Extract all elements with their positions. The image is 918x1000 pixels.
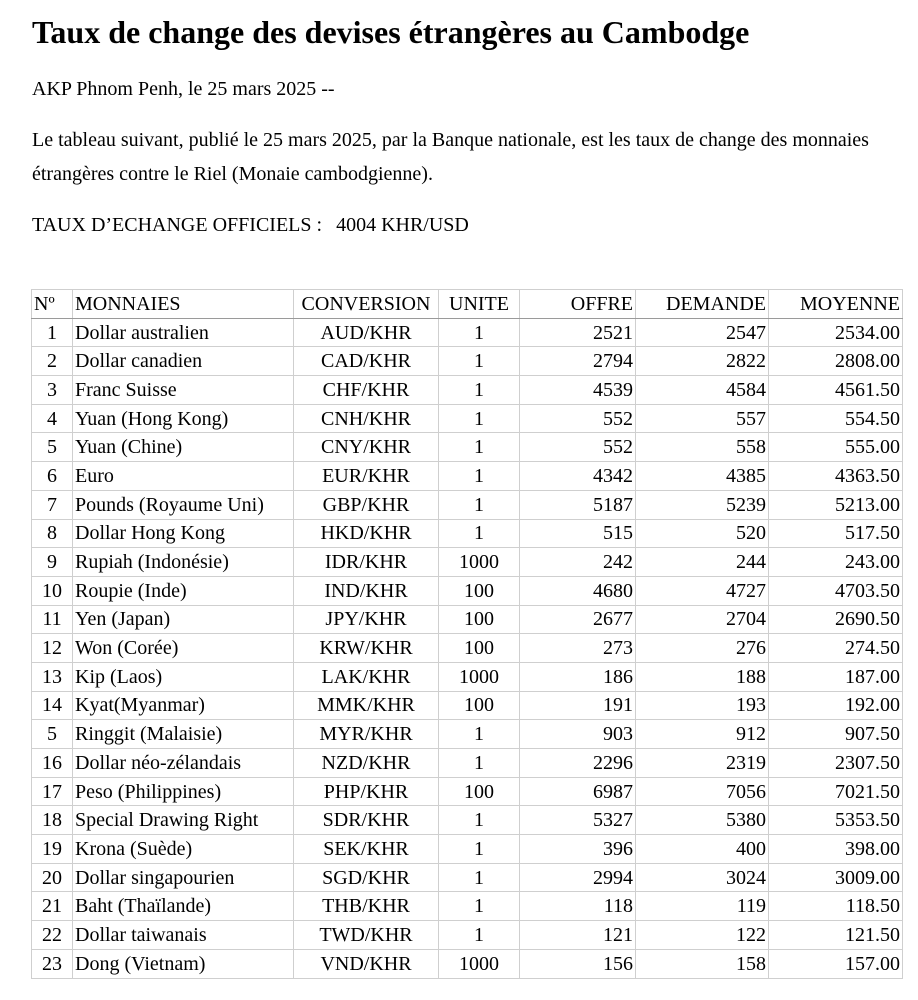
cell-conversion: CHF/KHR [294, 376, 439, 405]
cell-ask: 2319 [636, 749, 769, 778]
cell-currency: Yen (Japan) [73, 605, 294, 634]
table-row [32, 835, 903, 864]
cell-unit: 1000 [439, 548, 520, 577]
cell-average: 243.00 [769, 548, 903, 577]
cell-ask: 4727 [636, 576, 769, 605]
cell-bid: 396 [520, 835, 636, 864]
cell-bid: 6987 [520, 777, 636, 806]
cell-number: 14 [32, 691, 73, 720]
cell-average: 554.50 [769, 404, 903, 433]
table-row [32, 490, 903, 519]
cell-ask: 557 [636, 404, 769, 433]
header-currency: MONNAIES [73, 290, 294, 319]
cell-bid: 2994 [520, 863, 636, 892]
cell-currency: Rupiah (Indonésie) [73, 548, 294, 577]
cell-average: 517.50 [769, 519, 903, 548]
cell-number: 2 [32, 347, 73, 376]
table-row [32, 720, 903, 749]
cell-ask: 5380 [636, 806, 769, 835]
table-row [32, 433, 903, 462]
cell-unit: 1 [439, 806, 520, 835]
cell-conversion: THB/KHR [294, 892, 439, 921]
cell-number: 19 [32, 835, 73, 864]
cell-conversion: HKD/KHR [294, 519, 439, 548]
header-average: MOYENNE [769, 290, 903, 319]
cell-average: 2534.00 [769, 318, 903, 347]
cell-unit: 100 [439, 605, 520, 634]
cell-currency: Krona (Suède) [73, 835, 294, 864]
cell-ask: 7056 [636, 777, 769, 806]
cell-bid: 118 [520, 892, 636, 921]
table-row [32, 519, 903, 548]
cell-currency: Kip (Laos) [73, 662, 294, 691]
cell-conversion: KRW/KHR [294, 634, 439, 663]
cell-average: 4561.50 [769, 376, 903, 405]
cell-number: 1 [32, 318, 73, 347]
cell-number: 23 [32, 949, 73, 978]
page-title: Taux de change des devises étrangères au Cambodge [32, 14, 750, 50]
cell-conversion: JPY/KHR [294, 605, 439, 634]
table-row [32, 749, 903, 778]
table-row [32, 863, 903, 892]
cell-average: 118.50 [769, 892, 903, 921]
cell-average: 121.50 [769, 921, 903, 950]
cell-ask: 4385 [636, 462, 769, 491]
cell-number: 20 [32, 863, 73, 892]
cell-currency: Dollar taiwanais [73, 921, 294, 950]
cell-unit: 1 [439, 892, 520, 921]
cell-bid: 5327 [520, 806, 636, 835]
cell-bid: 242 [520, 548, 636, 577]
cell-unit: 1 [439, 433, 520, 462]
cell-unit: 1 [439, 404, 520, 433]
cell-ask: 122 [636, 921, 769, 950]
cell-unit: 100 [439, 634, 520, 663]
cell-ask: 2822 [636, 347, 769, 376]
cell-conversion: AUD/KHR [294, 318, 439, 347]
intro-paragraph: Le tableau suivant, publié le 25 mars 2025, par la Banque nationale, est les taux de change des monnaies étrangères contre le Riel (Monaie cambodgienne). [32, 129, 869, 185]
cell-number: 10 [32, 576, 73, 605]
cell-ask: 2704 [636, 605, 769, 634]
cell-ask: 244 [636, 548, 769, 577]
cell-conversion: CAD/KHR [294, 347, 439, 376]
cell-number: 9 [32, 548, 73, 577]
cell-currency: Yuan (Chine) [73, 433, 294, 462]
cell-ask: 5239 [636, 490, 769, 519]
table-row [32, 634, 903, 663]
header-bid: OFFRE [520, 290, 636, 319]
cell-currency: Dollar néo-zélandais [73, 749, 294, 778]
cell-average: 5213.00 [769, 490, 903, 519]
cell-unit: 100 [439, 777, 520, 806]
cell-number: 7 [32, 490, 73, 519]
cell-average: 274.50 [769, 634, 903, 663]
cell-currency: Kyat(Myanmar) [73, 691, 294, 720]
cell-unit: 1000 [439, 662, 520, 691]
cell-ask: 400 [636, 835, 769, 864]
header-ask: DEMANDE [636, 290, 769, 319]
cell-currency: Dollar canadien [73, 347, 294, 376]
table-row [32, 605, 903, 634]
cell-average: 2307.50 [769, 749, 903, 778]
cell-bid: 4539 [520, 376, 636, 405]
table-row [32, 806, 903, 835]
header-conversion: CONVERSION [294, 290, 439, 319]
cell-number: 18 [32, 806, 73, 835]
table-row [32, 347, 903, 376]
cell-bid: 4680 [520, 576, 636, 605]
cell-unit: 1 [439, 519, 520, 548]
cell-conversion: PHP/KHR [294, 777, 439, 806]
table-row [32, 892, 903, 921]
cell-conversion: IDR/KHR [294, 548, 439, 577]
cell-unit: 1000 [439, 949, 520, 978]
cell-unit: 1 [439, 835, 520, 864]
table-body [32, 318, 903, 978]
cell-unit: 1 [439, 749, 520, 778]
cell-average: 157.00 [769, 949, 903, 978]
cell-conversion: GBP/KHR [294, 490, 439, 519]
cell-unit: 1 [439, 720, 520, 749]
exchange-rate-table [31, 289, 903, 979]
cell-conversion: EUR/KHR [294, 462, 439, 491]
cell-currency: Ringgit (Malaisie) [73, 720, 294, 749]
cell-number: 8 [32, 519, 73, 548]
cell-currency: Franc Suisse [73, 376, 294, 405]
cell-number: 5 [32, 720, 73, 749]
cell-conversion: MMK/KHR [294, 691, 439, 720]
cell-number: 11 [32, 605, 73, 634]
cell-bid: 273 [520, 634, 636, 663]
cell-average: 5353.50 [769, 806, 903, 835]
table-row [32, 548, 903, 577]
cell-ask: 558 [636, 433, 769, 462]
cell-currency: Dollar Hong Kong [73, 519, 294, 548]
cell-number: 13 [32, 662, 73, 691]
cell-average: 187.00 [769, 662, 903, 691]
cell-bid: 903 [520, 720, 636, 749]
cell-bid: 4342 [520, 462, 636, 491]
cell-conversion: SEK/KHR [294, 835, 439, 864]
cell-bid: 156 [520, 949, 636, 978]
official-rate-value: 4004 KHR/USD [336, 214, 469, 236]
cell-currency: Roupie (Inde) [73, 576, 294, 605]
table-row [32, 777, 903, 806]
table-row [32, 662, 903, 691]
table-row [32, 404, 903, 433]
cell-number: 22 [32, 921, 73, 950]
table-row [32, 318, 903, 347]
table-row [32, 576, 903, 605]
cell-conversion: TWD/KHR [294, 921, 439, 950]
cell-unit: 1 [439, 462, 520, 491]
official-rate-label: TAUX D’ECHANGE OFFICIELS : [32, 214, 323, 236]
cell-conversion: IND/KHR [294, 576, 439, 605]
cell-ask: 158 [636, 949, 769, 978]
cell-conversion: NZD/KHR [294, 749, 439, 778]
cell-conversion: CNY/KHR [294, 433, 439, 462]
cell-average: 7021.50 [769, 777, 903, 806]
cell-bid: 2677 [520, 605, 636, 634]
cell-average: 555.00 [769, 433, 903, 462]
cell-bid: 186 [520, 662, 636, 691]
table-row [32, 949, 903, 978]
cell-conversion: VND/KHR [294, 949, 439, 978]
cell-ask: 3024 [636, 863, 769, 892]
cell-currency: Peso (Philippines) [73, 777, 294, 806]
cell-unit: 1 [439, 921, 520, 950]
cell-number: 21 [32, 892, 73, 921]
cell-number: 17 [32, 777, 73, 806]
cell-average: 3009.00 [769, 863, 903, 892]
official-rate-line [32, 208, 469, 242]
cell-unit: 1 [439, 318, 520, 347]
cell-conversion: CNH/KHR [294, 404, 439, 433]
cell-bid: 552 [520, 404, 636, 433]
cell-unit: 1 [439, 863, 520, 892]
cell-conversion: LAK/KHR [294, 662, 439, 691]
cell-bid: 515 [520, 519, 636, 548]
cell-conversion: MYR/KHR [294, 720, 439, 749]
cell-currency: Euro [73, 462, 294, 491]
cell-currency: Won (Corée) [73, 634, 294, 663]
cell-average: 398.00 [769, 835, 903, 864]
cell-ask: 4584 [636, 376, 769, 405]
cell-average: 192.00 [769, 691, 903, 720]
table-row [32, 462, 903, 491]
cell-ask: 193 [636, 691, 769, 720]
cell-bid: 2794 [520, 347, 636, 376]
cell-ask: 276 [636, 634, 769, 663]
table-row [32, 376, 903, 405]
cell-ask: 188 [636, 662, 769, 691]
header-unit: UNITE [439, 290, 520, 319]
cell-average: 4703.50 [769, 576, 903, 605]
cell-currency: Dollar singapourien [73, 863, 294, 892]
cell-unit: 100 [439, 691, 520, 720]
dateline: AKP Phnom Penh, le 25 mars 2025 -- [32, 78, 335, 100]
cell-number: 12 [32, 634, 73, 663]
cell-currency: Baht (Thaïlande) [73, 892, 294, 921]
header-number: Nº [32, 290, 73, 319]
cell-bid: 552 [520, 433, 636, 462]
cell-unit: 1 [439, 376, 520, 405]
cell-number: 4 [32, 404, 73, 433]
cell-average: 2690.50 [769, 605, 903, 634]
cell-ask: 119 [636, 892, 769, 921]
cell-number: 3 [32, 376, 73, 405]
cell-number: 6 [32, 462, 73, 491]
cell-ask: 2547 [636, 318, 769, 347]
cell-unit: 1 [439, 490, 520, 519]
cell-bid: 2521 [520, 318, 636, 347]
table-header-row [32, 290, 903, 319]
cell-ask: 520 [636, 519, 769, 548]
cell-number: 16 [32, 749, 73, 778]
cell-average: 4363.50 [769, 462, 903, 491]
cell-ask: 912 [636, 720, 769, 749]
cell-currency: Dong (Vietnam) [73, 949, 294, 978]
cell-unit: 100 [439, 576, 520, 605]
cell-unit: 1 [439, 347, 520, 376]
cell-bid: 191 [520, 691, 636, 720]
table-row [32, 921, 903, 950]
cell-conversion: SDR/KHR [294, 806, 439, 835]
cell-currency: Yuan (Hong Kong) [73, 404, 294, 433]
cell-average: 2808.00 [769, 347, 903, 376]
cell-currency: Special Drawing Right [73, 806, 294, 835]
cell-bid: 2296 [520, 749, 636, 778]
cell-number: 5 [32, 433, 73, 462]
cell-bid: 5187 [520, 490, 636, 519]
table-row [32, 691, 903, 720]
cell-currency: Pounds (Royaume Uni) [73, 490, 294, 519]
cell-bid: 121 [520, 921, 636, 950]
cell-conversion: SGD/KHR [294, 863, 439, 892]
cell-currency: Dollar australien [73, 318, 294, 347]
cell-average: 907.50 [769, 720, 903, 749]
